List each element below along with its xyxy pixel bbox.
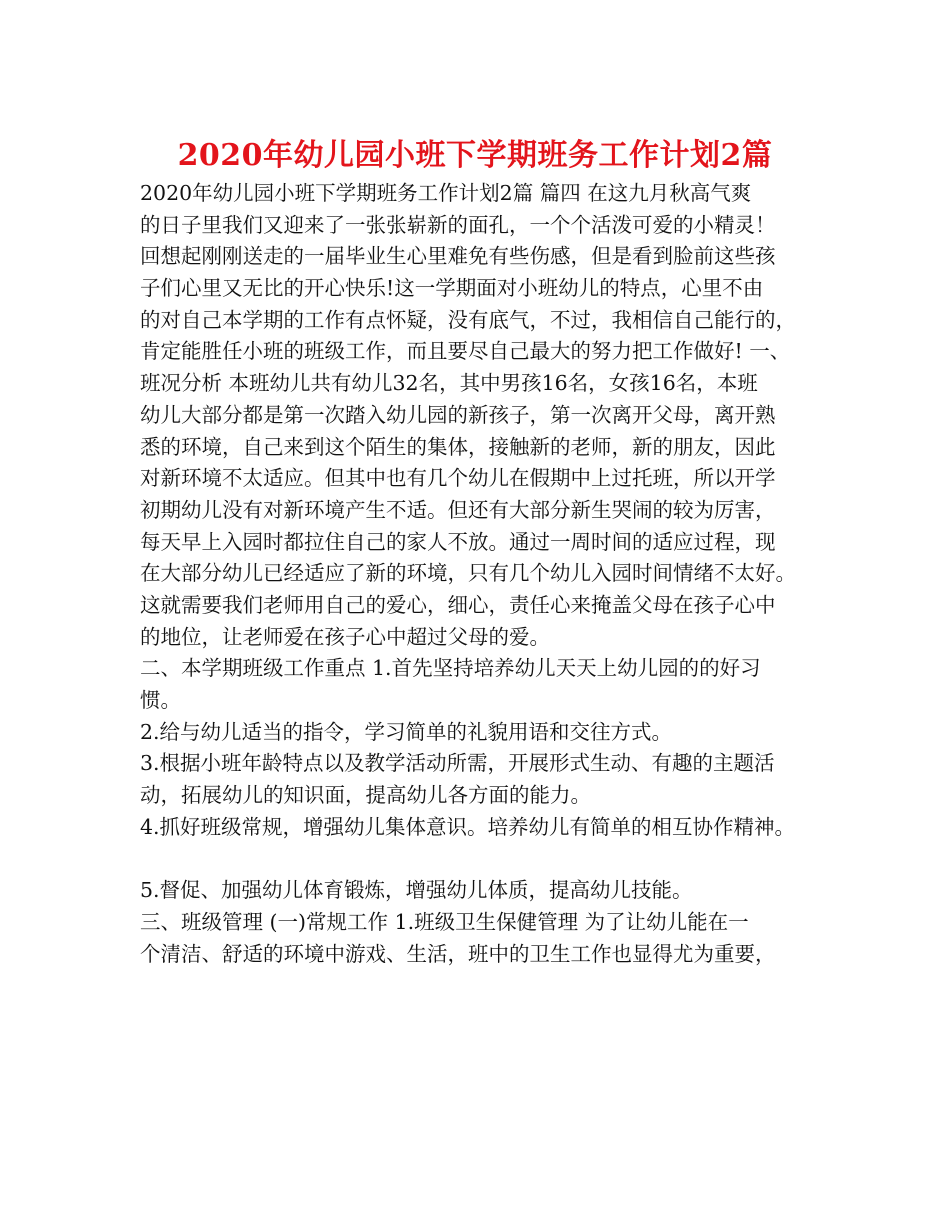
body-line: 每天早上入园时都拉住自己的家人不放。通过一周时间的适应过程，现 bbox=[140, 529, 776, 554]
body-line: 个清洁、舒适的环境中游戏、生活，班中的卫生工作也显得尤为重要， bbox=[140, 941, 776, 966]
body-line: 的地位，让老师爱在孩子心中超过父母的爱。 bbox=[140, 624, 550, 649]
body-line: 回想起刚刚送走的一届毕业生心里难免有些伤感，但是看到脸前这些孩 bbox=[140, 244, 776, 269]
body-line: 三、班级管理 (一)常规工作 1.班级卫生保健管理 为了让幼儿能在一 bbox=[140, 909, 749, 934]
body-line: 对新环境不太适应。但其中也有几个幼儿在假期中上过托班，所以开学 bbox=[140, 466, 776, 491]
body-line: 这就需要我们老师用自己的爱心，细心，责任心来掩盖父母在孩子心中 bbox=[140, 592, 776, 617]
body-line: 的日子里我们又迎来了一张张崭新的面孔，一个个活泼可爱的小精灵！ bbox=[140, 212, 776, 237]
body-line: 2.给与幼儿适当的指令，学习简单的礼貌用语和交往方式。 bbox=[140, 719, 673, 744]
body-line: 惯。 bbox=[140, 688, 181, 712]
body-line: 班况分析 本班幼儿共有幼儿32名，其中男孩16名，女孩16名，本班 bbox=[140, 371, 758, 396]
body-line: 初期幼儿没有对新环境产生不适。但还有大部分新生哭闹的较为厉害， bbox=[140, 497, 776, 522]
body-line: 二、本学期班级工作重点 1.首先坚持培养幼儿天天上幼儿园的的好习 bbox=[140, 656, 761, 681]
document-title: 2020年幼儿园小班下学期班务工作计划2篇 bbox=[177, 138, 773, 173]
body-line: 的对自己本学期的工作有点怀疑，没有底气，不过，我相信自己能行的， bbox=[140, 307, 796, 332]
body-line: 3.根据小班年龄特点以及教学活动所需，开展形式生动、有趣的主题活 bbox=[140, 751, 775, 776]
body-line: 子们心里又无比的开心快乐!这一学期面对小班幼儿的特点，心里不由 bbox=[140, 276, 764, 301]
body-line: 2020年幼儿园小班下学期班务工作计划2篇 篇四 在这九月秋高气爽 bbox=[140, 181, 752, 205]
body-line: 4.抓好班级常规，增强幼儿集体意识。培养幼儿有简单的相互协作精神。 bbox=[140, 814, 796, 839]
document-body bbox=[140, 178, 840, 970]
body-line: 幼儿大部分都是第一次踏入幼儿园的新孩子，第一次离开父母，离开熟 bbox=[140, 402, 776, 427]
body-line: 动，拓展幼儿的知识面，提高幼儿各方面的能力。 bbox=[140, 783, 591, 808]
body-line: 在大部分幼儿已经适应了新的环境，只有几个幼儿入园时间情绪不太好。 bbox=[140, 561, 796, 586]
paragraph-gap bbox=[140, 843, 840, 875]
body-line: 5.督促、加强幼儿体育锻炼，增强幼儿体质，提高幼儿技能。 bbox=[140, 878, 693, 903]
body-line: 悉的环境，自己来到这个陌生的集体，接触新的老师，新的朋友，因此 bbox=[140, 434, 776, 459]
body-line: 肯定能胜任小班的班级工作，而且要尽自己最大的努力把工作做好! 一、 bbox=[140, 339, 791, 364]
